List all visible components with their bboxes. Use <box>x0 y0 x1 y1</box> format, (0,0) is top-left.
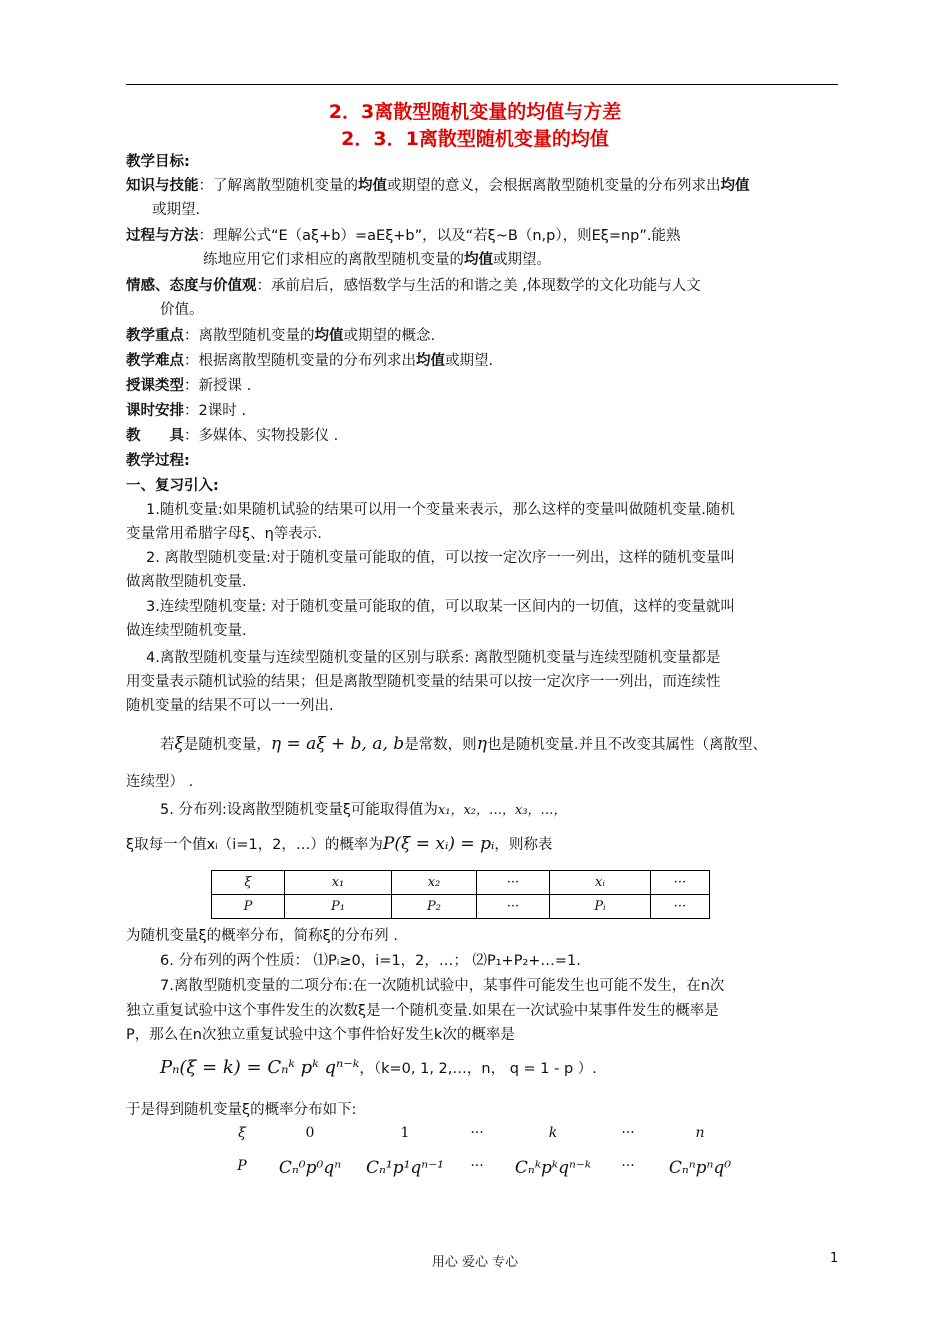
table-cell: P₁ <box>285 895 392 919</box>
binomial-cell: 1 <box>400 1125 410 1141</box>
emotion-label: 情感、态度与价值观 <box>126 278 257 294</box>
main-title: 2．3离散型随机变量的均值与方差 <box>328 101 622 123</box>
table-cell: P₂ <box>392 895 477 919</box>
footer-motto: 用心 爱心 专心 <box>431 1255 519 1270</box>
review-p4b: 若ξ是随机变量，η = aξ + b, a, b是常数，则η也是随机变量.并且不改变其属性（离散型、 <box>160 734 767 754</box>
table-cell: ··· <box>651 895 710 919</box>
table-cell: P <box>212 895 285 919</box>
review-p3-l2: 做连续型随机变量. <box>126 623 247 639</box>
binomial-cell: Cₙ⁰p⁰qⁿ <box>278 1158 342 1178</box>
table-cell: ξ <box>212 871 285 895</box>
binomial-p-l1: 7.离散型随机变量的二项分布:在一次随机试验中，某事件可能发生也可能不发生，在n次 <box>160 978 725 994</box>
objectives-heading: 教学目标: <box>126 154 190 170</box>
hours-line: 课时安排：2课时 . <box>126 403 246 419</box>
binomial-formula: Pₙ(ξ = k) = Cₙᵏ pᵏ qⁿ⁻ᵏ <box>160 1057 360 1078</box>
binomial-cell: ··· <box>470 1158 484 1174</box>
binomial-cell: P <box>237 1158 247 1174</box>
sub-title: 2．3．1离散型随机变量的均值 <box>341 128 609 150</box>
tools-line: 教 具：多媒体、实物投影仪 . <box>126 428 339 444</box>
binomial-cell: ξ <box>238 1125 246 1141</box>
emotion-line: 情感、态度与价值观：承前启后，感悟数学与生活的和谐之美 ,体现数学的文化功能与人文 <box>126 278 701 294</box>
binomial-formula-line: Pₙ(ξ = k) = Cₙᵏ pᵏ qⁿ⁻ᵏ，（k=0, 1, 2,…，n， q = 1 - p ）. <box>160 1057 597 1078</box>
binomial-p-l2: 独立重复试验中这个事件发生的次数ξ是一个随机变量.如果在一次试验中某事件发生的概率是 <box>126 1003 719 1019</box>
binomial-cell: ··· <box>470 1125 484 1141</box>
process-heading: 教学过程: <box>126 453 190 469</box>
table-cell: Pᵢ <box>550 895 651 919</box>
linear-transform-formula: η = aξ + b, a, b <box>270 734 405 754</box>
review-p2-l1: 2. 离散型随机变量:对于随机变量可能取的值，可以按一定次序一一列出，这样的随机变量叫 <box>146 550 735 566</box>
review-heading: 一、复习引入: <box>126 478 219 494</box>
table-row <box>212 895 710 919</box>
table-cell: x₁ <box>285 871 392 895</box>
binomial-cell: Cₙ¹p¹qⁿ⁻¹ <box>366 1158 444 1178</box>
process-cont: 练地应用它们求相应的离散型随机变量的均值或期望。 <box>203 252 551 268</box>
knowledge-label: 知识与技能 <box>126 178 199 194</box>
emotion-cont: 价值。 <box>160 302 204 318</box>
binomial-p-l4: 于是得到随机变量ξ的概率分布如下: <box>126 1102 357 1118</box>
table-cell: ··· <box>651 871 710 895</box>
properties-line: 6. 分布列的两个性质： ⑴Pᵢ≥0，i=1，2，…； ⑵P₁+P₂+…=1. <box>160 953 581 969</box>
table-cell: ··· <box>477 895 550 919</box>
binomial-cell: k <box>548 1125 558 1141</box>
lesson-type-line: 授课类型：新授课 . <box>126 378 252 394</box>
review-p1-l2: 变量常用希腊字母ξ、η等表示. <box>126 526 322 542</box>
distribution-table <box>211 870 710 919</box>
table-cell: xᵢ <box>550 871 651 895</box>
review-p2-l2: 做离散型随机变量. <box>126 574 247 590</box>
binomial-cell: ··· <box>621 1158 635 1174</box>
binomial-probabilities-row <box>0 1158 950 1186</box>
review-p1-l1: 1.随机变量:如果随机试验的结果可以用一个变量来表示，那么这样的变量叫做随机变量.随机 <box>146 502 735 518</box>
page-number: 1 <box>830 1251 839 1266</box>
review-p4b-l2: 连续型） . <box>126 774 194 790</box>
table-cell: x₂ <box>392 871 477 895</box>
process-label: 过程与方法 <box>126 228 199 244</box>
key-point-line: 教学重点：离散型随机变量的均值或期望的概念. <box>126 328 436 344</box>
binomial-cell: 0 <box>305 1125 315 1141</box>
review-p5-l2: ξ取每一个值xᵢ（i=1，2，…）的概率为P(ξ = xᵢ) = pᵢ，则称表 <box>126 834 553 854</box>
review-p3-l1: 3.连续型随机变量: 对于随机变量可能取的值，可以取某一区间内的一切值，这样的变量就叫 <box>146 599 735 615</box>
review-p4-l1: 4.离散型随机变量与连续型随机变量的区别与联系: 离散型随机变量与连续型随机变量都是 <box>146 650 721 666</box>
review-p4-l2: 用变量表示随机试验的结果；但是离散型随机变量的结果可以按一定次序一一列出，而连续性 <box>126 674 721 690</box>
binomial-cell: Cₙᵏpᵏqⁿ⁻ᵏ <box>514 1158 592 1178</box>
header-rule <box>126 84 838 85</box>
binomial-values-row <box>0 1125 950 1149</box>
binomial-p-l3: P，那么在n次独立重复试验中这个事件恰好发生k次的概率是 <box>126 1027 515 1043</box>
table-row <box>212 871 710 895</box>
review-p4-l3: 随机变量的结果不可以一一列出. <box>126 698 334 714</box>
binomial-cell: n <box>695 1125 705 1141</box>
probability-formula: P(ξ = xᵢ) = pᵢ <box>382 834 495 854</box>
binomial-cell: ··· <box>621 1125 635 1141</box>
knowledge-cont: 或期望. <box>152 202 201 218</box>
process-line: 过程与方法：理解公式“E（aξ+b）=aEξ+b”，以及“若ξ~B（n,p），则Eξ=np”.能熟 <box>126 228 681 244</box>
knowledge-line: 知识与技能：了解离散型随机变量的均值或期望的意义，会根据离散型随机变量的分布列求出均值 <box>126 178 750 194</box>
difficulty-line: 教学难点：根据离散型随机变量的分布列求出均值或期望. <box>126 353 494 369</box>
table-cell: ··· <box>477 871 550 895</box>
binomial-cell: Cₙⁿpⁿq⁰ <box>668 1158 732 1178</box>
after-table-l1: 为随机变量ξ的概率分布，简称ξ的分布列 . <box>126 928 398 944</box>
review-p5-l1: 5. 分布列:设离散型随机变量ξ可能取得值为x₁，x₂，…，x₃，…， <box>160 802 567 818</box>
